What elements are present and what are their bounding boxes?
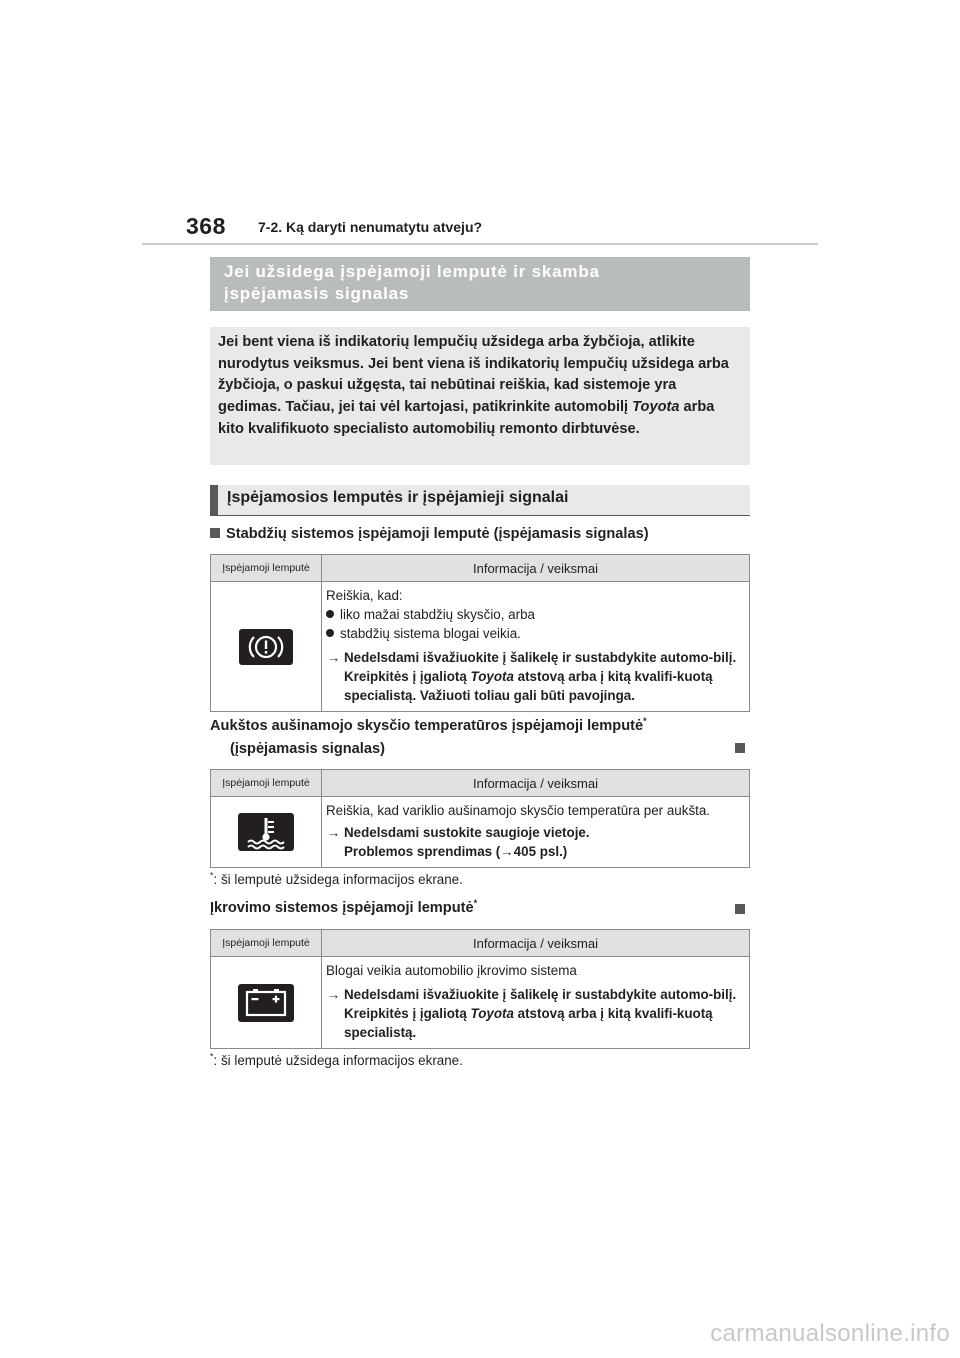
action-part-2: atstovą arba į kitą kvalifi-kuotą specialistą. Važiuoti toliau gali būti pavojinga.: [344, 669, 713, 703]
action-part-1: Nedelsdami išvažiuokite į šalikelę ir sustabdykite automo-bilį. Kreipkitės į įgaliotą: [344, 987, 737, 1021]
brake-warning-table: [210, 554, 750, 712]
action-brand: Toyota: [470, 1006, 514, 1021]
bullet-dot-icon: [326, 610, 334, 618]
intro-brand: Toyota: [632, 399, 680, 416]
bullet-dot-icon: [326, 629, 334, 637]
banner-line-1: Jei užsidega įspėjamoji lemputė ir skamba: [224, 262, 600, 281]
section-title-charging: [210, 900, 477, 916]
icon-cell: [211, 957, 322, 1049]
action-line-2-pre: Problemos sprendimas (: [344, 844, 501, 859]
section-title-charging-text: Įkrovimo sistemos įspėjamoji lemputė: [210, 900, 474, 916]
coolant-temperature-icon: [238, 813, 294, 851]
battery-charge-icon: [238, 984, 294, 1022]
info-cell: [322, 582, 750, 712]
arrow-right-icon: →: [500, 844, 514, 859]
info-lead: Blogai veikia automobilio įkrovimo sistema: [326, 963, 577, 978]
col-header-info: Informacija / veiksmai: [322, 930, 750, 957]
section-title-coolant-line1: Aukštos aušinamojo skysčio temperatūros įspėjamoji lemputė: [210, 718, 644, 734]
footnote: [210, 872, 463, 887]
action-text: [326, 648, 745, 705]
chapter-title: 7-2. Ką daryti nenumatytu atveju?: [258, 219, 483, 235]
icon-cell: [211, 797, 322, 868]
col-header-info: Informacija / veiksmai: [322, 555, 750, 582]
action-brand: Toyota: [470, 669, 514, 684]
charging-warning-table: [210, 929, 750, 1049]
section-title-coolant: [210, 718, 647, 734]
action-text: [326, 985, 745, 1042]
footnote-star: *: [210, 870, 214, 881]
square-bullet-icon: [735, 743, 745, 753]
footnote-text: : ši lemputė užsidega informacijos ekrane.: [213, 872, 463, 887]
bullet-item: [326, 605, 745, 624]
arrow-right-icon: →: [327, 825, 341, 840]
action-line-1: Nedelsdami sustokite saugioje vietoje.: [344, 825, 590, 840]
subsection-heading: Įspėjamosios lemputės ir įspėjamieji signalai: [210, 485, 750, 516]
section-title-brake-text: Stabdžių sistemos įspėjamoji lemputė (įspėjamasis signalas): [226, 526, 649, 542]
footnote-star: *: [643, 716, 647, 727]
section-banner: [210, 257, 750, 311]
footnote-text: : ši lemputė užsidega informacijos ekrane.: [213, 1053, 463, 1068]
info-lead: Reiškia, kad variklio aušinamojo skysčio temperatūra per aukšta.: [326, 803, 711, 818]
footnote: [210, 1053, 463, 1068]
page-number: 368: [186, 213, 226, 239]
info-cell: [322, 797, 750, 868]
arrow-right-icon: →: [327, 650, 341, 665]
banner-line-2: įspėjamasis signalas: [224, 284, 410, 303]
col-header-info: Informacija / veiksmai: [322, 770, 750, 797]
square-bullet-icon: [735, 904, 745, 914]
brake-warning-icon: [239, 629, 293, 665]
action-line-2: [344, 842, 745, 861]
col-header-lamp: Įspėjamoji lemputė: [211, 930, 322, 957]
intro-text-1: Jei bent viena iš indikatorių lempučių užsidega arba žybčioja, atlikite nurodytus veiksmus. Jei bent viena iš indikatorių lempučių užsidega arba žybčioja, o paskui užgęsta, tai nebūtinai reiškia, kad sistemoje yra gedimas. Tačiau, jei tai vėl kartojasi, patikrinkite automobilį: [218, 334, 729, 416]
watermark: carmanualsonline.info: [710, 1320, 950, 1347]
intro-box: [210, 327, 750, 465]
info-lead: Reiškia, kad:: [326, 588, 403, 603]
action-text: [326, 823, 745, 861]
footnote-star: *: [473, 898, 478, 909]
bullet-text: stabdžių sistema blogai veikia.: [340, 626, 521, 641]
bullet-text: liko mažai stabdžių skysčio, arba: [340, 607, 535, 622]
bullet-item: [326, 624, 745, 643]
section-title-coolant-line2: (įspėjamasis signalas): [230, 741, 385, 757]
coolant-warning-table: [210, 769, 750, 868]
footnote-star: *: [210, 1051, 214, 1062]
info-cell: [322, 957, 750, 1049]
col-header-lamp: Įspėjamoji lemputė: [211, 555, 322, 582]
action-line-2-post: 405 psl.): [513, 844, 568, 859]
intro-text-2: arba kito kvalifikuoto specialisto automobilių remonto dirbtuvėse.: [218, 399, 715, 437]
header-divider: [142, 243, 818, 245]
section-title-brake: [210, 526, 649, 542]
action-part-2: atstovą arba į kitą kvalifi-kuotą specialistą.: [344, 1006, 713, 1040]
arrow-right-icon: →: [327, 987, 341, 1002]
col-header-lamp: Įspėjamoji lemputė: [211, 770, 322, 797]
action-part-1: Nedelsdami išvažiuokite į šalikelę ir sustabdykite automo-bilį. Kreipkitės į įgaliotą: [344, 650, 737, 684]
square-bullet-icon: [210, 528, 220, 538]
icon-cell: [211, 582, 322, 712]
